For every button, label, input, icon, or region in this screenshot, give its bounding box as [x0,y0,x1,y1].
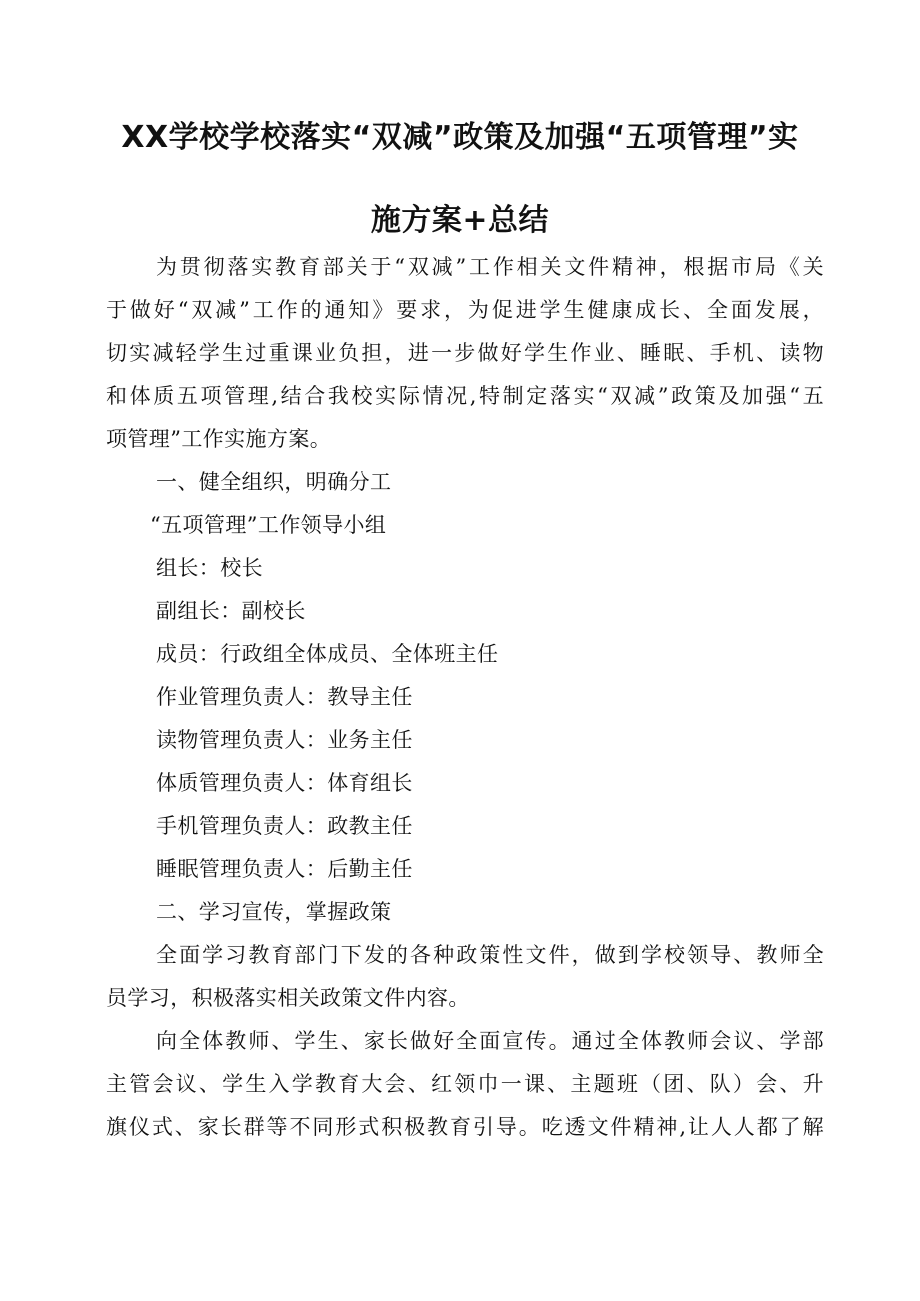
intro-line-2: 于做好“双减”工作的通知》要求，为促进学生健康成长、全面发展， [106,298,824,322]
paragraph-2-line-3: 旗仪式、家长群等不同形式积极教育引导。吃透文件精神,让人人都了解 [106,1115,824,1139]
leadership-group-title: “五项管理”工作领导小组 [150,513,387,537]
role-line: 成员：行政组全体成员、全体班主任 [156,642,499,666]
section-1-heading: 一、健全组织，明确分工 [156,470,392,494]
paragraph-1-line-1: 全面学习教育部门下发的各种政策性文件，做到学校领导、教师全 [156,943,824,967]
role-line: 作业管理负责人：教导主任 [156,685,413,709]
role-line: 读物管理负责人：业务主任 [156,728,413,752]
role-line: 睡眠管理负责人：后勤主任 [156,857,413,881]
paragraph-2-line-1: 向全体教师、学生、家长做好全面宣传。通过全体教师会议、学部 [156,1029,824,1053]
intro-line-5: 项管理”工作实施方案。 [106,427,332,451]
intro-line-1: 为贯彻落实教育部关于“双减”工作相关文件精神，根据市局《关 [156,255,824,279]
role-line: 手机管理负责人：政教主任 [156,814,413,838]
document-title-line-1: XX学校学校落实“双减”政策及加强“五项管理”实 [121,120,799,155]
role-line: 组长：校长 [156,556,263,580]
paragraph-2-line-2: 主管会议、学生入学教育大会、红领巾一课、主题班（团、队）会、升 [106,1072,824,1096]
paragraph-1-line-2: 员学习，积极落实相关政策文件内容。 [106,986,470,1010]
intro-line-3: 切实减轻学生过重课业负担，进一步做好学生作业、睡眠、手机、读物 [106,341,824,365]
role-line: 副组长：副校长 [156,599,306,623]
section-2-heading: 二、学习宣传，掌握政策 [156,900,392,924]
intro-line-4: 和体质五项管理,结合我校实际情况,特制定落实“双减”政策及加强“五 [106,384,824,408]
role-line: 体质管理负责人：体育组长 [156,771,413,795]
document-title-line-2: 施方案+总结 [370,203,550,238]
